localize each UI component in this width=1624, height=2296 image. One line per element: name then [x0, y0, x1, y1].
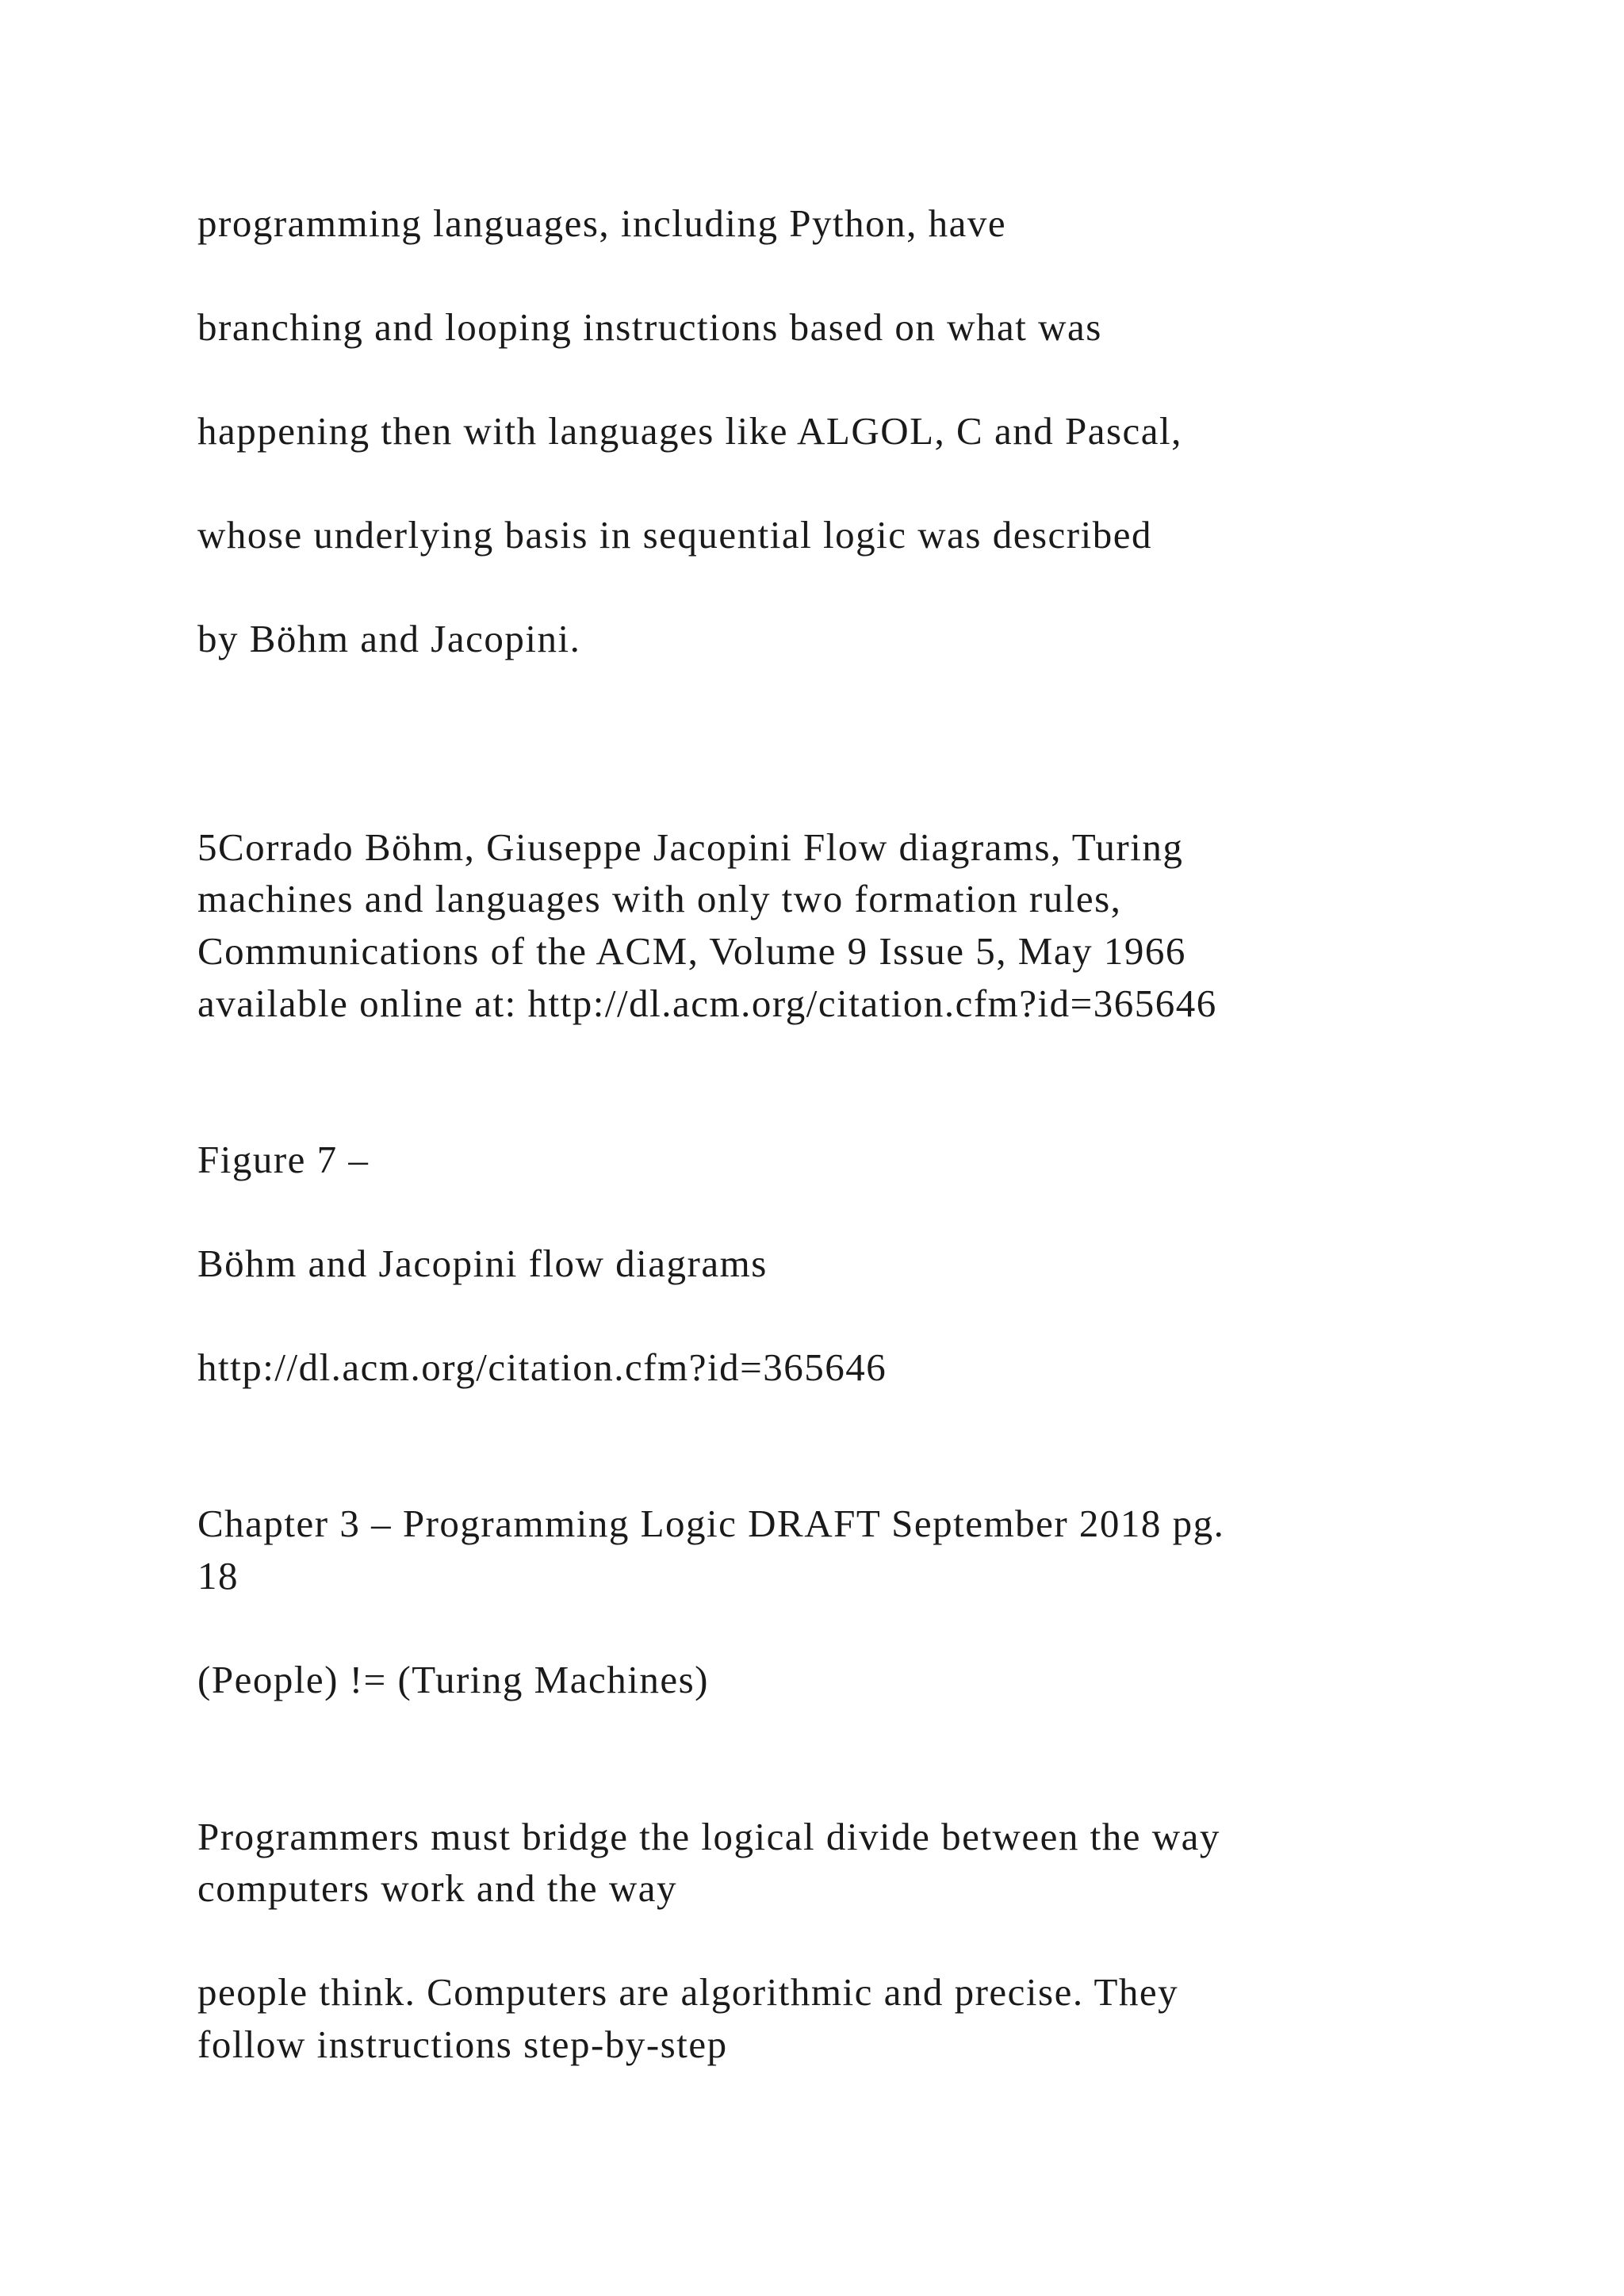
body-text-line: programming languages, including Python, have — [197, 201, 1007, 245]
footnote-line: available online at: http://dl.acm.org/citation.cfm?id=365646 — [197, 982, 1217, 1025]
body-text-line: follow instructions step-by-step — [197, 2022, 728, 2066]
figure-url: http://dl.acm.org/citation.cfm?id=365646 — [197, 1345, 887, 1389]
body-text-line: people think. Computers are algorithmic and precise. They — [197, 1970, 1179, 2014]
figure-title: Böhm and Jacopini flow diagrams — [197, 1242, 768, 1285]
footnote-line: 5Corrado Böhm, Giuseppe Jacopini Flow diagrams, Turing — [197, 825, 1184, 869]
figure-label: Figure 7 – — [197, 1138, 370, 1181]
body-text-line: by Böhm and Jacopini. — [197, 617, 581, 660]
body-text-line: branching and looping instructions based on what was — [197, 305, 1102, 349]
section-heading: (People) != (Turing Machines) — [197, 1658, 709, 1701]
page-footer-page-number: 18 — [197, 1554, 239, 1598]
body-text-line: whose underlying basis in sequential logic was described — [197, 513, 1152, 557]
body-text-line: computers work and the way — [197, 1866, 678, 1910]
footnote-line: Communications of the ACM, Volume 9 Issue 5, May 1966 — [197, 929, 1186, 973]
footnote-line: machines and languages with only two formation rules, — [197, 877, 1122, 920]
body-text-line: happening then with languages like ALGOL, C and Pascal, — [197, 409, 1182, 453]
page-footer-line: Chapter 3 – Programming Logic DRAFT September 2018 pg. — [197, 1502, 1225, 1545]
body-text-line: Programmers must bridge the logical divide between the way — [197, 1815, 1220, 1858]
